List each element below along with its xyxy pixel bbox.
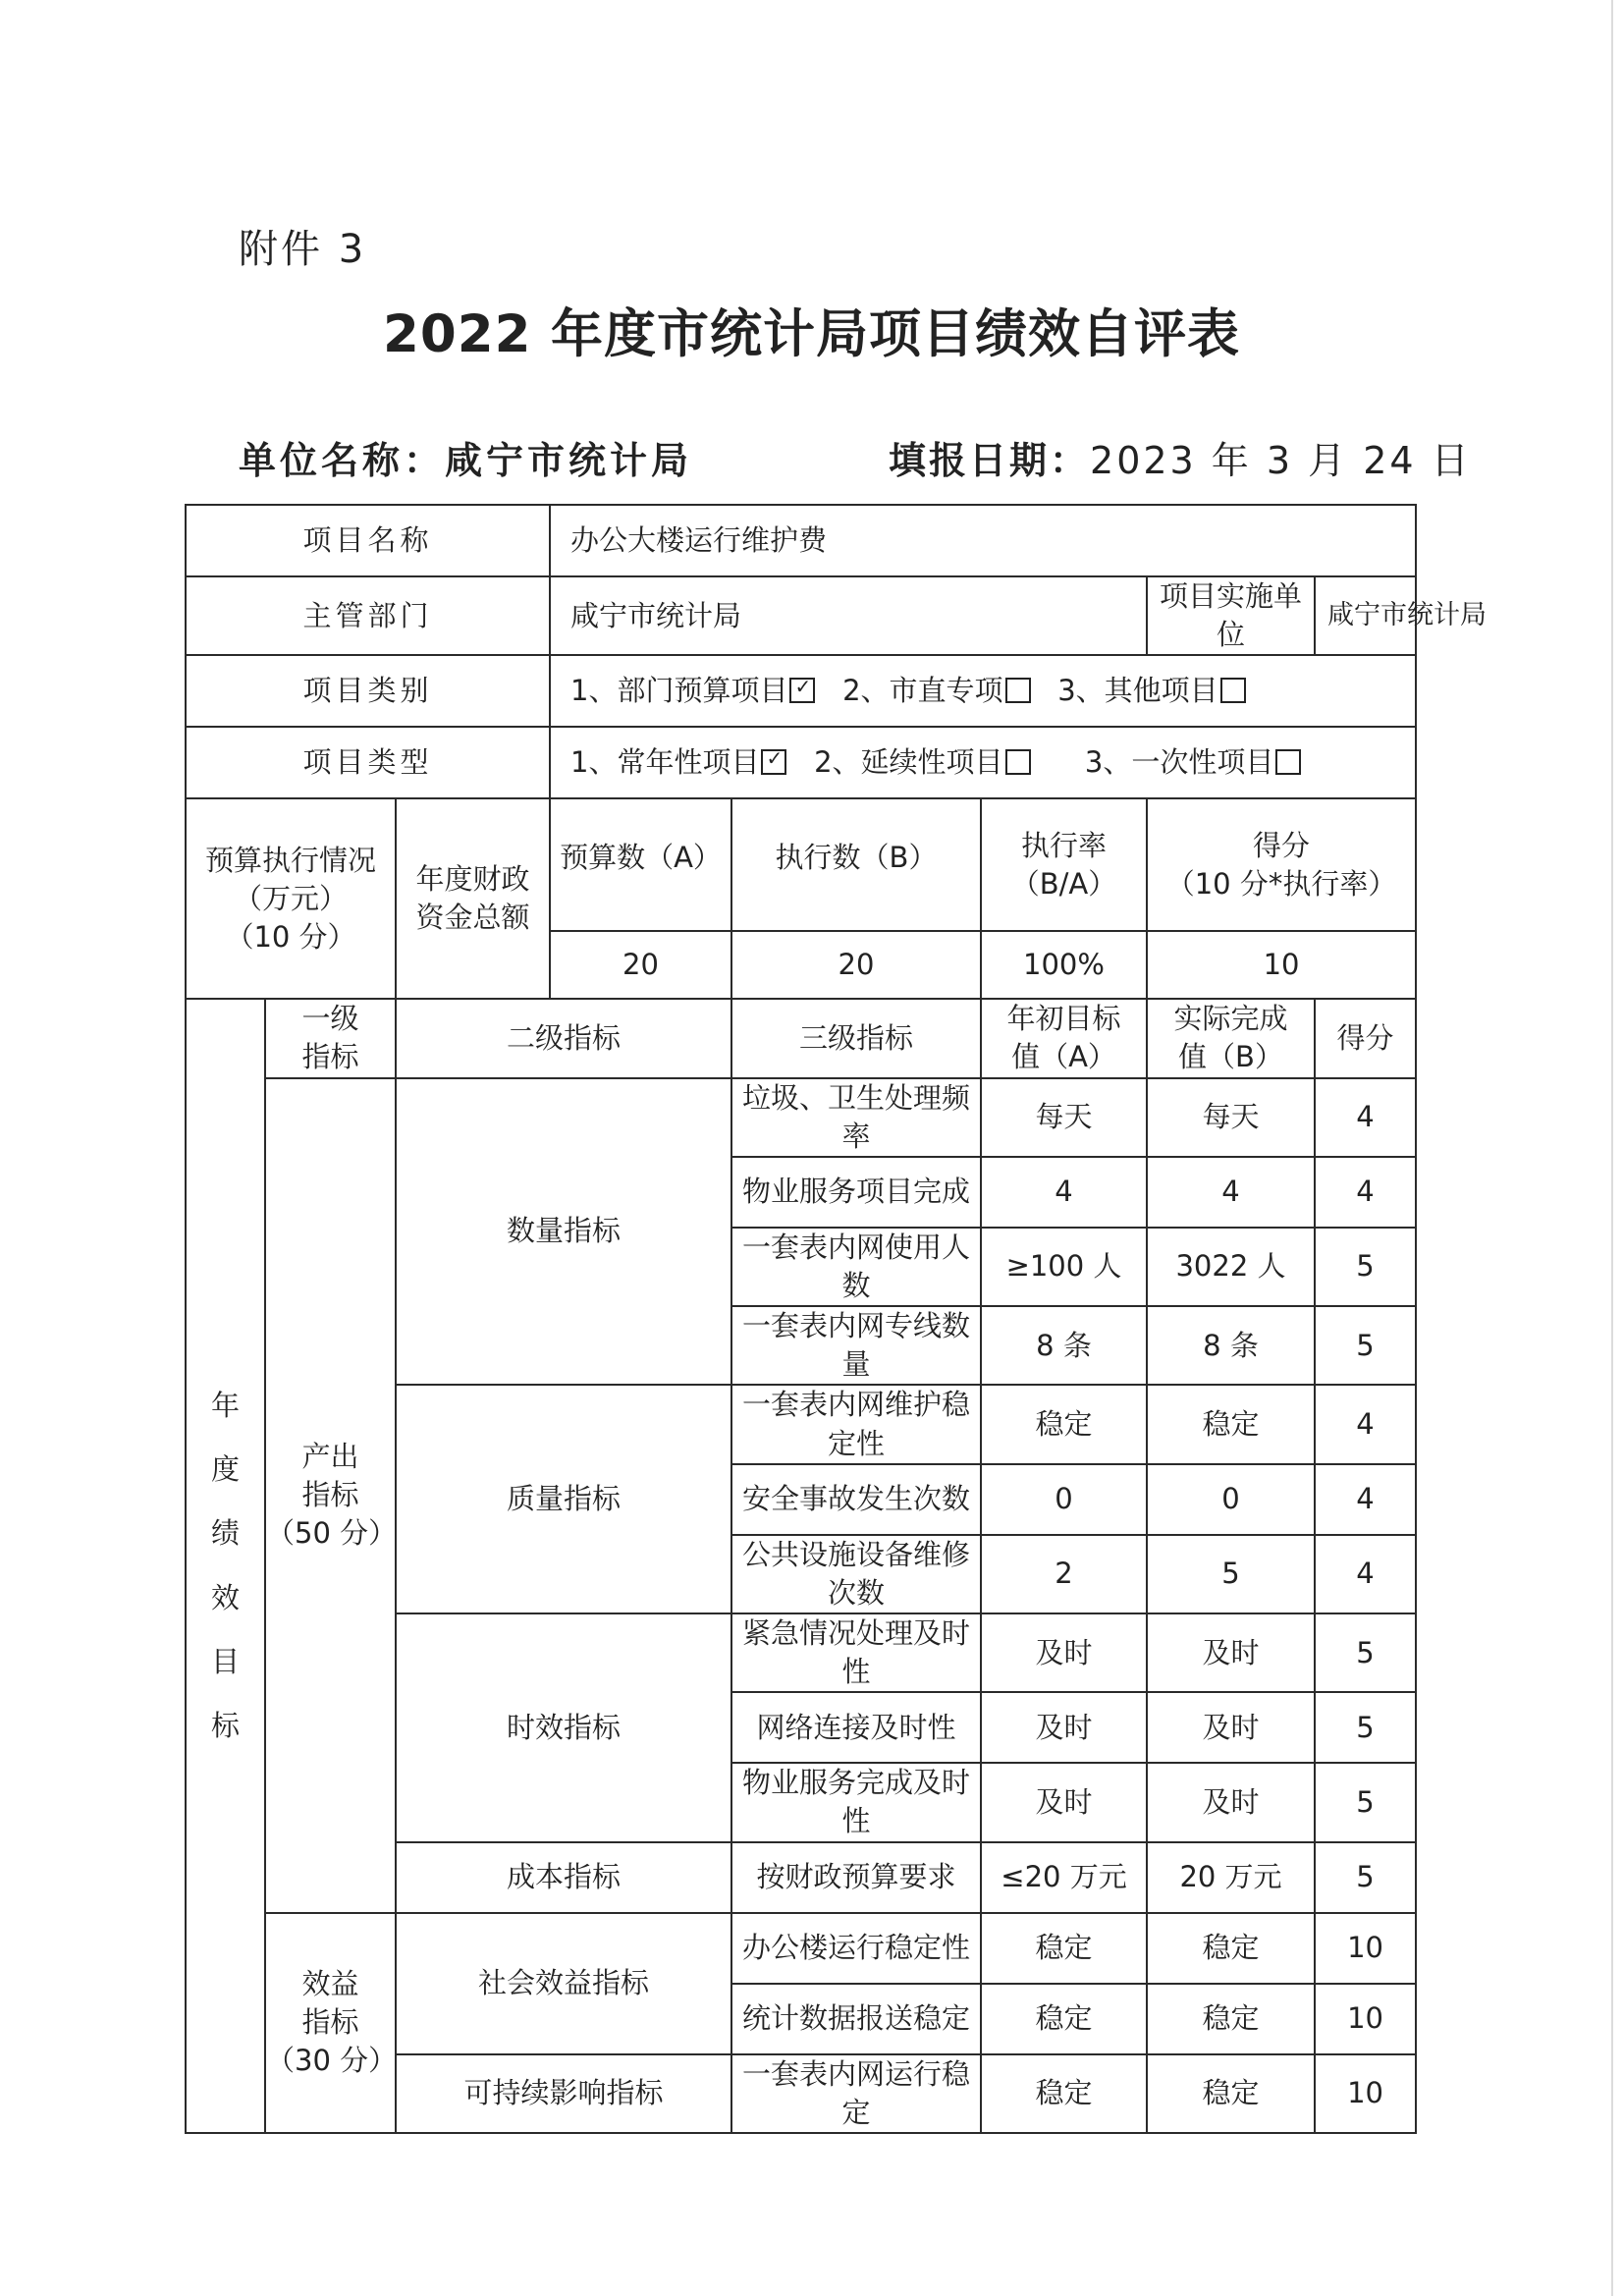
- dept-row: [186, 576, 1416, 655]
- row-actual: 4: [1147, 1157, 1315, 1228]
- unit-label: 单位名称：: [239, 439, 446, 482]
- group-quantity: 数量指标: [396, 1078, 731, 1386]
- budget-col-b: 执行数（B）: [731, 798, 981, 931]
- output-line: （50 分）: [266, 1516, 398, 1551]
- row-name: 公共设施设备维修次数: [731, 1535, 981, 1613]
- row-score: 5: [1315, 1228, 1416, 1306]
- row-actual: 及时: [1147, 1692, 1315, 1763]
- row-name: 物业服务项目完成: [731, 1157, 981, 1228]
- row-actual: 稳定: [1147, 1385, 1315, 1463]
- level2-header: 二级指标: [396, 999, 731, 1077]
- benefit-line: 效益: [301, 1966, 359, 2000]
- type-label: 项目类型: [186, 727, 550, 798]
- row-score: 4: [1315, 1535, 1416, 1613]
- row-score: 10: [1315, 1913, 1416, 1984]
- row-actual: 每天: [1147, 1078, 1315, 1157]
- output-line: 指标: [301, 1477, 359, 1511]
- row-target: 0: [981, 1464, 1147, 1535]
- fund-total-line: 年度财政: [415, 862, 530, 897]
- goals-side-label: [186, 999, 265, 2133]
- row-name: 物业服务完成及时性: [731, 1763, 981, 1841]
- row-score: 4: [1315, 1385, 1416, 1463]
- benefit-line: 指标: [301, 2005, 359, 2040]
- level3-header: 三级指标: [731, 999, 981, 1077]
- benefit-line: （30 分）: [266, 2044, 398, 2078]
- row-name: 统计数据报送稳定: [731, 1984, 981, 2054]
- output-line: 产出: [301, 1439, 359, 1473]
- project-name-value: 办公大楼运行维护费: [550, 505, 1416, 576]
- row-score: 10: [1315, 2054, 1416, 2133]
- group-social: 社会效益指标: [396, 1913, 731, 2054]
- row-target: 稳定: [981, 1984, 1147, 2054]
- row-name: 一套表内网运行稳定: [731, 2054, 981, 2133]
- impl-unit-label: 项目实施单位: [1147, 576, 1315, 655]
- evaluation-table: [185, 504, 1487, 2134]
- row-actual: 3022 人: [1147, 1228, 1315, 1306]
- category-label: 项目类别: [186, 655, 550, 727]
- row-actual: 稳定: [1147, 1984, 1315, 2054]
- attachment-label: 附件 3: [239, 227, 367, 272]
- row-name: 一套表内网维护稳定性: [731, 1385, 981, 1463]
- row-name: 网络连接及时性: [731, 1692, 981, 1763]
- category-row: [186, 655, 1416, 727]
- group-timeliness: 时效指标: [396, 1613, 731, 1842]
- row-actual: 及时: [1147, 1763, 1315, 1841]
- row-score: 4: [1315, 1157, 1416, 1228]
- row-target: 稳定: [981, 1913, 1147, 1984]
- row-actual: 稳定: [1147, 1913, 1315, 1984]
- row-target: 8 条: [981, 1306, 1147, 1385]
- dept-value: 咸宁市统计局: [550, 576, 1147, 655]
- category-option-1: 1、部门预算项目: [570, 674, 788, 708]
- side-char: 度: [210, 1452, 240, 1487]
- project-name-row: [186, 505, 1416, 576]
- row-name: 紧急情况处理及时性: [731, 1613, 981, 1692]
- side-char: 标: [210, 1708, 240, 1742]
- level1-line: 指标: [301, 1040, 359, 1074]
- budget-label-line: （万元）: [233, 881, 348, 915]
- row-actual: 0: [1147, 1464, 1315, 1535]
- row-actual: 8 条: [1147, 1306, 1315, 1385]
- actual-line: 值（B）: [1178, 1040, 1283, 1074]
- page-title: 2022 年度市统计局项目绩效自评表: [383, 304, 1240, 364]
- row-score: 5: [1315, 1842, 1416, 1913]
- actual-line: 实际完成: [1173, 1002, 1288, 1036]
- row-score: 5: [1315, 1613, 1416, 1692]
- budget-label-line: （10 分）: [225, 919, 356, 954]
- score-header: 得分: [1315, 999, 1416, 1077]
- unit-line: [239, 430, 692, 484]
- row-name: 办公楼运行稳定性: [731, 1913, 981, 1984]
- budget-value-score: 10: [1147, 931, 1416, 999]
- row-target: 每天: [981, 1078, 1147, 1157]
- target-line: 年初目标: [1006, 1002, 1121, 1036]
- project-name-label: 项目名称: [186, 505, 550, 576]
- row-name: 垃圾、卫生处理频率: [731, 1078, 981, 1157]
- budget-value-rate: 100%: [981, 931, 1147, 999]
- row-score: 10: [1315, 1984, 1416, 2054]
- checkbox-icon: [1005, 749, 1031, 775]
- row-score: 4: [1315, 1464, 1416, 1535]
- group-sustain: 可持续影响指标: [396, 2054, 731, 2133]
- row-actual: 及时: [1147, 1613, 1315, 1692]
- type-option-1: 1、常年性项目: [570, 745, 760, 780]
- category-option-2: 2、市直专项: [842, 674, 1003, 708]
- row-target: 稳定: [981, 2054, 1147, 2133]
- budget-col-a: 预算数（A）: [550, 798, 731, 931]
- target-line: 值（A）: [1011, 1040, 1116, 1074]
- row-score: 5: [1315, 1763, 1416, 1841]
- group-quality: 质量指标: [396, 1385, 731, 1613]
- row-target: ≥100 人: [981, 1228, 1147, 1306]
- rate-line: 执行率: [1020, 828, 1107, 862]
- goals-header-row: [186, 999, 1416, 1077]
- type-row: [186, 727, 1416, 798]
- fund-total-line: 资金总额: [415, 901, 530, 935]
- category-option-3: 3、其他项目: [1057, 674, 1218, 708]
- row-score: 4: [1315, 1078, 1416, 1157]
- row-actual: 稳定: [1147, 2054, 1315, 2133]
- target-header: [981, 999, 1147, 1077]
- row-actual: 20 万元: [1147, 1842, 1315, 1913]
- budget-label-line: 预算执行情况: [204, 843, 376, 877]
- score-line: 得分: [1253, 828, 1311, 862]
- row-target: 及时: [981, 1763, 1147, 1841]
- group-cost: 成本指标: [396, 1842, 731, 1913]
- level1-header: [265, 999, 396, 1077]
- type-options: [550, 727, 1416, 798]
- side-char: 效: [210, 1580, 240, 1614]
- impl-unit-value: 咸宁市统计局: [1315, 576, 1416, 655]
- checked-checkbox-icon: [761, 749, 786, 775]
- date-label: 填报日期：: [889, 439, 1091, 482]
- checkbox-icon: [1005, 678, 1031, 703]
- type-option-2: 2、延续性项目: [814, 745, 1003, 780]
- budget-value-a: 20: [550, 931, 731, 999]
- actual-header: [1147, 999, 1315, 1077]
- table-row: [186, 1078, 1416, 1157]
- row-actual: 5: [1147, 1535, 1315, 1613]
- row-score: 5: [1315, 1306, 1416, 1385]
- checked-checkbox-icon: [789, 678, 815, 703]
- score-line: （10 分*执行率）: [1165, 866, 1397, 901]
- budget-col-rate: [981, 798, 1147, 931]
- category-options: [550, 655, 1416, 727]
- budget-label: [186, 798, 396, 999]
- benefit-label: [265, 1913, 396, 2133]
- budget-header-row: [186, 798, 1416, 931]
- budget-col-score: [1147, 798, 1416, 931]
- table-row: [186, 1913, 1416, 1984]
- row-target: 4: [981, 1157, 1147, 1228]
- side-char: 目: [210, 1644, 240, 1678]
- level1-line: 一级: [301, 1002, 359, 1036]
- row-name: 安全事故发生次数: [731, 1464, 981, 1535]
- type-option-3: 3、一次性项目: [1084, 745, 1274, 780]
- checkbox-icon: [1275, 749, 1301, 775]
- row-target: 2: [981, 1535, 1147, 1613]
- date-value: 2023 年 3 月 24 日: [1090, 439, 1472, 482]
- row-score: 5: [1315, 1692, 1416, 1763]
- side-char: 年: [210, 1389, 240, 1423]
- row-name: 一套表内网使用人数: [731, 1228, 981, 1306]
- side-char: 绩: [210, 1516, 240, 1551]
- row-target: 及时: [981, 1613, 1147, 1692]
- row-target: ≤20 万元: [981, 1842, 1147, 1913]
- rate-line: （B/A）: [1010, 866, 1117, 901]
- row-name: 一套表内网专线数量: [731, 1306, 981, 1385]
- output-label: [265, 1078, 396, 1913]
- row-name: 按财政预算要求: [731, 1842, 981, 1913]
- dept-label: 主管部门: [186, 576, 550, 655]
- row-target: 及时: [981, 1692, 1147, 1763]
- checkbox-icon: [1220, 678, 1246, 703]
- date-line: [889, 430, 1472, 484]
- budget-value-b: 20: [731, 931, 981, 999]
- fund-total-label: [396, 798, 550, 999]
- row-target: 稳定: [981, 1385, 1147, 1463]
- unit-value: 咸宁市统计局: [445, 439, 693, 482]
